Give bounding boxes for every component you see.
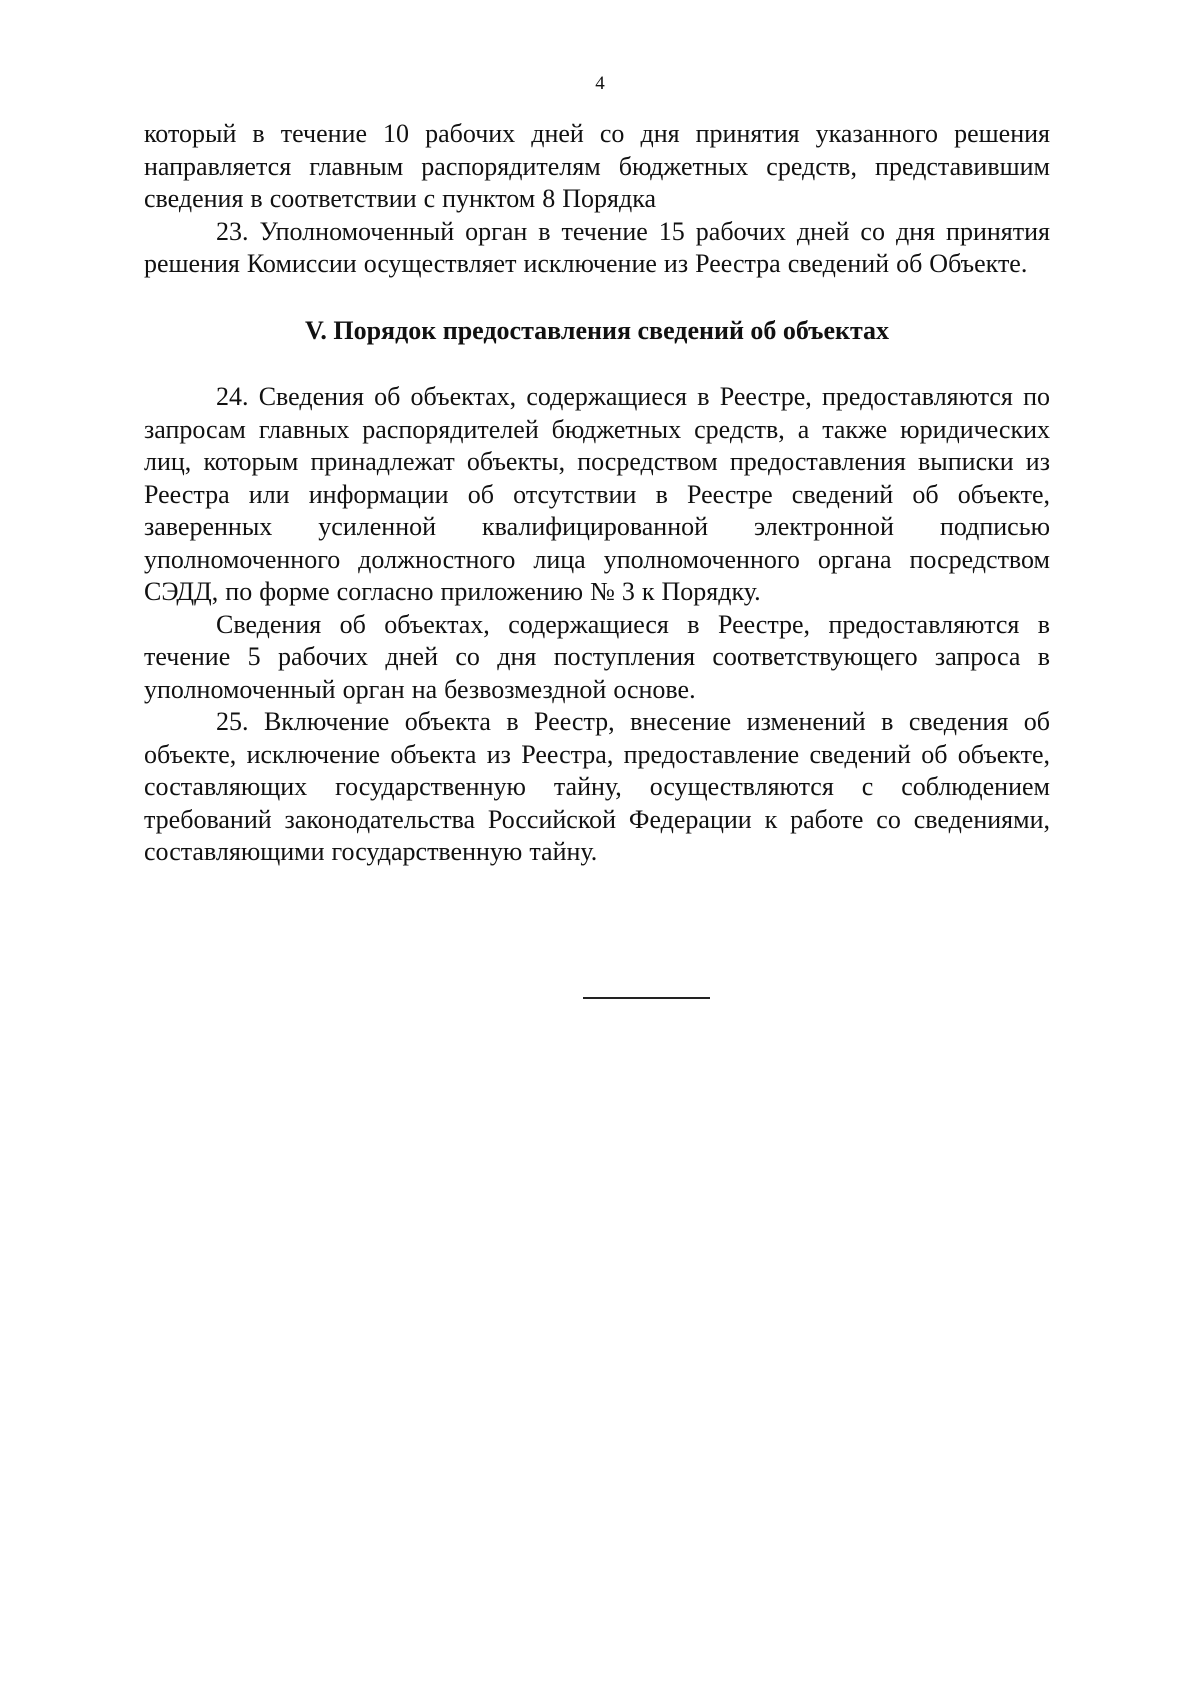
paragraph-24: 24. Сведения об объектах, содержащиеся в Реестре, предоставляются по запросам главных распорядителей бюджетных средств, а также юридических лиц, которым принадлежат объекты, посредством предоставления выписки из Реестра или информации об отсутствии в Реестре сведений об объекте, заверенных усиленной квалифицированной электронной подписью уполномоченного должностного лица уполномоченного органа посредством СЭДД, по форме согласно приложению № 3 к Порядку. <box>144 382 1050 606</box>
paragraph-continuation: который в течение 10 рабочих дней со дня принятия указанного решения направляется главным распорядителям бюджетных средств, представившим сведения в соответствии с пунктом 8 Порядка <box>144 119 1050 213</box>
document-body <box>144 118 1050 869</box>
paragraph-24-continued: Сведения об объектах, содержащиеся в Реестре, предоставляются в течение 5 рабочих дней со дня поступления соответствующего запроса в уполномоченный орган на безвозмездной основе. <box>144 609 1050 704</box>
end-of-document-rule <box>583 997 710 999</box>
paragraph-25: 25. Включение объекта в Реестр, внесение изменений в сведения об объекте, исключение объекта из Реестра, предоставление сведений об объекте, составляющих государственную тайну, осуществляются с соблюдением требований законодательства Российской Федерации к работе со сведениями, составляющими государственную тайну. <box>144 707 1050 866</box>
paragraph-23: 23. Уполномоченный орган в течение 15 рабочих дней со дня принятия решения Комиссии осуществляет исключение из Реестра сведений об Объекте. <box>144 216 1050 278</box>
section-heading: V. Порядок предоставления сведений об объектах <box>304 315 890 345</box>
page-number: 4 <box>595 73 605 94</box>
